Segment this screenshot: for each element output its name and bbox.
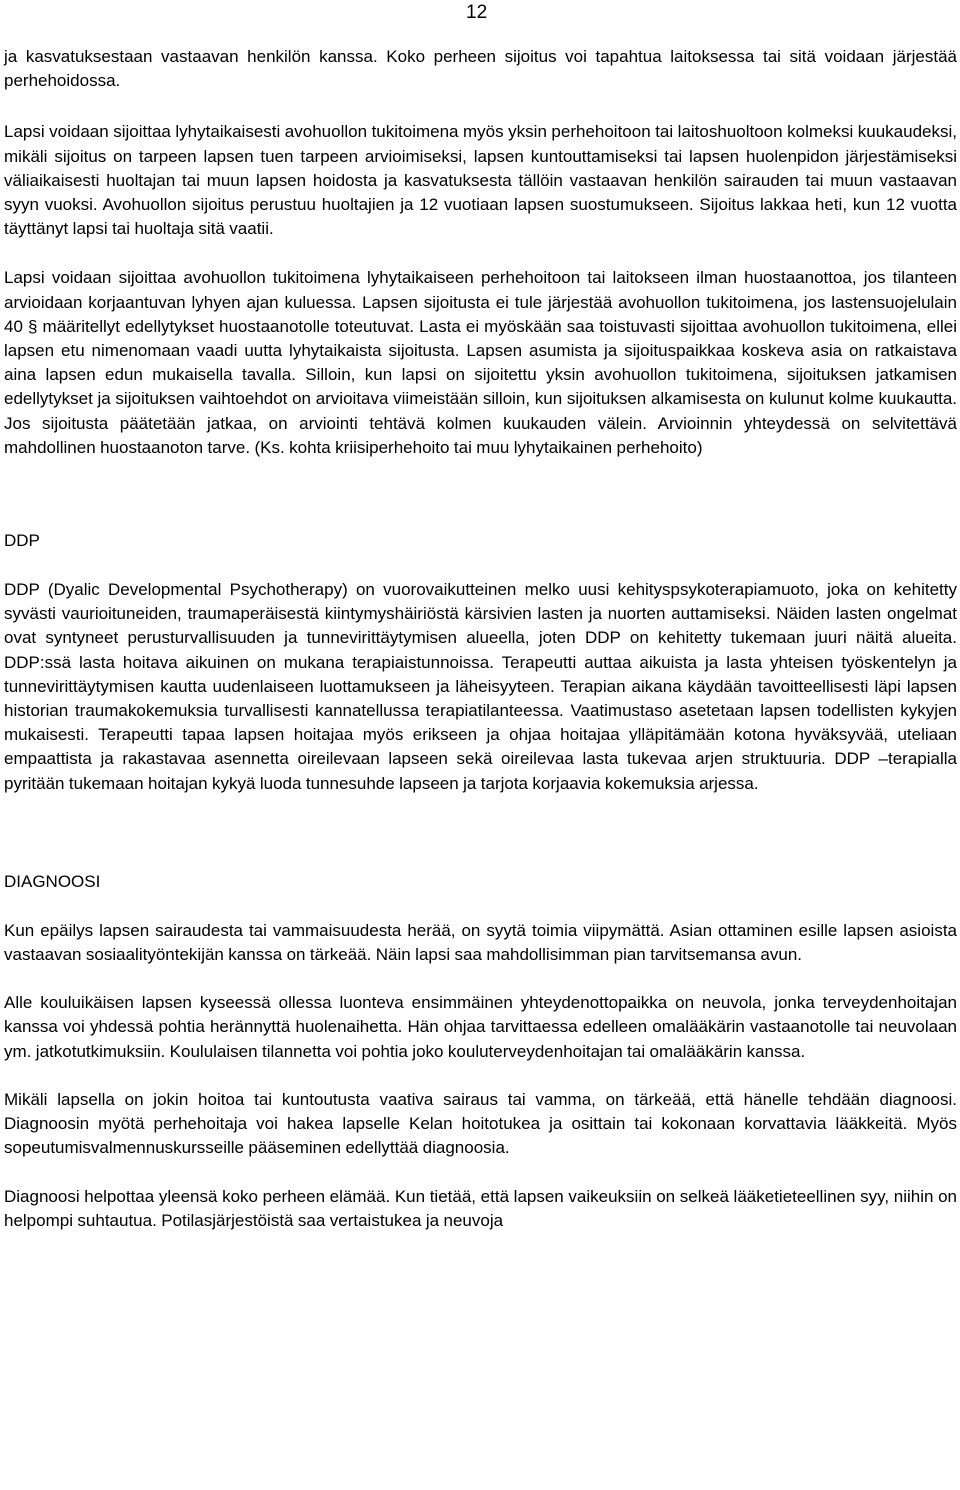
- paragraph-ddp-description: DDP (Dyalic Developmental Psychotherapy) on vuorovaikutteinen melko uusi kehityspsykoterapiamuoto, joka on kehitetty syvästi vaurioituneiden, traumaperäisestä kiintymyshäiriöstä kärsivien lasten ja nuorten auttamiseksi. Näiden lasten ongelmat ovat syntyneet perusturvallisuuden ja tunnevirittäytymisen alueella, joten DDP on kehitetty tukemaan juuri näitä alueita. DDP:ssä lasta hoitava aikuinen on mukana terapiaistunnoissa. Terapeutti auttaa aikuista ja lasta yhteisen työskentelyn ja tunnevirittäytymisen kautta uudenlaiseen luottamukseen ja läheisyyteen. Terapian aikana käydään tavoitteellisesti läpi lapsen historian traumakokemuksia turvallisesti kannatellussa terapiatilanteessa. Vaatimustaso asetetaan lapsen todellisten kykyjen mukaisesti. Terapeutti tapaa lapsen hoitajaa myös erikseen ja ohjaa hoitajaa ylläpitämään kotona hyväksyvää, uteliaan empaattista ja rakastavaa asennetta oireilevaan lapseen sekä oireilevaa lasta tukevaa arjen struktuuria. DDP –terapialla pyritään tukemaan hoitajan kykyä luoda tunnesuhde lapseen ja tarjota korjaavia kokemuksia arjessa.: [4, 580, 957, 793]
- paragraph-family-placement: ja kasvatuksestaan vastaavan henkilön kanssa. Koko perheen sijoitus voi tapahtua laitoksessa tai sitä voidaan järjestää perhehoidossa.: [4, 47, 957, 91]
- paragraph-diagnosis-importance: Mikäli lapsella on jokin hoitoa tai kuntoutusta vaativa sairaus tai vamma, on tärkeää, että hänelle tehdään diagnoosi. Diagnoosin myötä perhehoitaja voi hakea lapselle Kelan hoitotukea ja osittain tai kokonaan korvattavia lääkkeitä. Myös sopeutumisvalmennuskursseille pääseminen edellyttää diagnoosia.: [4, 1089, 957, 1158]
- document-body: [4, 45, 957, 1233]
- paragraph-preschool-child: Alle kouluikäisen lapsen kyseessä ollessa luonteva ensimmäinen yhteydenottopaikka on neuvola, jonka terveydenhoitajan kanssa voi yhdessä pohtia herännyttä huolenaihetta. Hän ohjaa tarvittaessa edelleen omalääkärin vastaanotolle tai neuvolaan ym. jatkotutkimuksiin. Koululaisen tilannetta voi pohtia joko kouluterveydenhoitajan tai omalääkärin kanssa.: [4, 993, 957, 1061]
- paragraph-diagnosis-helps: Diagnoosi helpottaa yleensä koko perheen elämää. Kun tietää, että lapsen vaikeuksiin on selkeä lääketieteellinen syy, niihin on helpompi suhtautua. Potilasjärjestöistä saa vertaistukea ja neuvoja: [4, 1186, 957, 1230]
- paragraph-short-term-placement: Lapsi voidaan sijoittaa lyhytaikaisesti avohuollon tukitoimena myös yksin perhehoitoon tai laitoshuoltoon kolmeksi kuukaudeksi, mikäli sijoitus on tarpeen lapsen tuen tarpeen arvioimiseksi, lapsen kuntouttamiseksi tai lapsen huolenpidon järjestämiseksi väliaikaisesti huoltajan tai muun lapsen hoidosta ja kasvatuksesta tällöin vastaavan henkilön sairauden tai muun vastaavan syyn vuoksi. Avohuollon sijoitus perustuu huoltajien ja 12 vuotiaan lapsen suostumukseen. Sijoitus lakkaa heti, kun 12 vuotta täyttänyt lapsi tai huoltaja sitä vaatii.: [4, 122, 957, 239]
- section-heading-ddp: DDP: [4, 531, 40, 551]
- page-number: 12: [466, 2, 488, 23]
- paragraph-diagnosis-suspicion: Kun epäilys lapsen sairaudesta tai vammaisuudesta herää, on syytä toimia viipymättä. Asian ottaminen esille lapsen asioista vastaavan sosiaalityöntekijän kanssa on tärkeää. Näin lapsi saa mahdollisimman pian tarvitsemansa avun.: [4, 920, 957, 965]
- section-heading-diagnoosi: DIAGNOOSI: [4, 871, 101, 891]
- paragraph-placement-without-custody: Lapsi voidaan sijoittaa avohuollon tukitoimena lyhytaikaiseen perhehoitoon tai laitokseen ilman huostaanottoa, jos tilanteen arvioidaan korjaantuvan lyhyen ajan kuluessa. Lapsen sijoitusta ei tule järjestää avohuollon tukitoimena, jos lastensuojelulain 40 § määritellyt edellytykset huostaanotolle toteutuvat. Lasta ei myöskään saa toistuvasti sijoittaa avohuollon tukitoimena, ellei lapsen etu nimenomaan vaadi uutta lyhytaikaista sijoitusta. Lapsen asumista ja sijoituspaikkaa koskeva asia on ratkaistava aina lapsen edun mukaisella tavalla. Silloin, kun lapsi on sijoitettu yksin avohuollon tukitoimena, sijoituksen jatkamisen edellytykset ja sijoituksen vaihtoehdot on arvioitava viimeistään silloin, kun sijoituksen alkamisesta on kulunut kolme kuukautta. Jos sijoitusta päätetään jatkaa, on arviointi tehtävä kolmen kuukauden välein. Arvioinnin yhteydessä on selvitettävä mahdollinen huostaanoton tarve. (Ks. kohta kriisiperhehoito tai muu lyhytaikainen perhehoito): [4, 268, 957, 457]
